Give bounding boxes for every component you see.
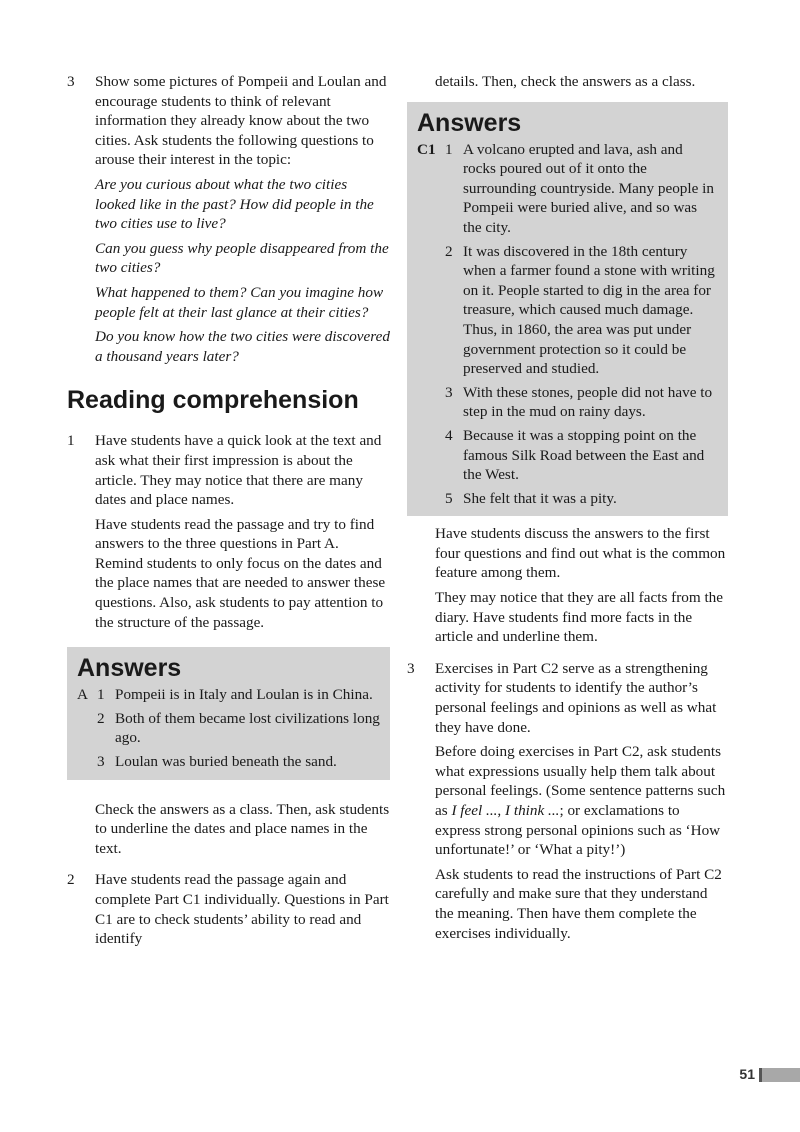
answer-number: 3 <box>97 753 105 771</box>
item-number: 1 <box>67 432 75 450</box>
page-number-bar <box>759 1068 800 1082</box>
answers-box-a <box>67 647 390 779</box>
section-heading: Reading comprehension <box>67 386 359 415</box>
item-paragraph: Ask students to read the instructions of Part C2 carefully and make sure that they understand the meaning. Then have them complete the exercises individually. <box>435 865 722 942</box>
left-column <box>67 72 390 954</box>
item-text: Show some pictures of Pompeii and Loulan and encourage students to think of relevant information they already know about the two cities. Ask students the following questions to arouse their interest in the topic: <box>95 73 387 169</box>
answers-heading: Answers <box>77 654 182 683</box>
item-text: Have students read the passage again and complete Part C1 individually. Questions in Part C1 are to check students’ ability to read and identify <box>95 871 389 948</box>
answers-tag: C1 <box>417 140 436 158</box>
answers-box-c1 <box>407 102 728 517</box>
question-3: What happened to them? Can you imagine how people felt at their last glance at their cities? <box>95 283 384 321</box>
item-number: 2 <box>67 871 75 889</box>
list-item-3 <box>67 72 390 371</box>
answer-number: 5 <box>445 489 453 507</box>
question-4: Do you know how the two cities were discovered a thousand years later? <box>95 328 390 365</box>
question-1: Are you curious about what the two cities looked like in the past? How did people in the two cities use to live? <box>95 175 374 233</box>
answers-heading: Answers <box>417 108 522 137</box>
paragraph: They may notice that they are all facts from the diary. Have students find more facts in the article and underline them. <box>435 589 724 646</box>
paragraph: Check the answers as a class. Then, ask students to underline the dates and place names in the text. <box>95 800 390 857</box>
answers-tag: A <box>77 686 88 704</box>
list-item-2 <box>67 870 390 953</box>
answer-number: 1 <box>97 686 105 704</box>
paragraph: Have students discuss the answers to the first four questions and find out what is the common feature among them. <box>435 525 726 582</box>
answer-number: 1 <box>445 140 453 158</box>
answer-number: 2 <box>445 242 453 260</box>
right-column <box>407 72 728 948</box>
list-item-3-right <box>407 659 728 948</box>
answer-text: With these stones, people did not have to step in the mud on rainy days. <box>463 383 713 421</box>
answer-number: 3 <box>445 383 453 401</box>
answer-text: Because it was a stopping point on the famous Silk Road between the East and the West. <box>463 426 705 484</box>
italic-phrase: I think ... <box>505 802 560 819</box>
continued-paragraph: details. Then, check the answers as a class. <box>435 73 696 90</box>
answer-text: Pompeii is in Italy and Loulan is in China. <box>115 686 373 704</box>
answer-number: 4 <box>445 426 453 444</box>
answer-text: Both of them became lost civilizations long ago. <box>115 709 380 747</box>
item-paragraph: Have students read the passage and try to find answers to the three questions in Part A. Remind students to only focus on the dates and the place names that are needed to answer these questions. Also, ask students to pay attention to the structure of the passage. <box>95 515 386 631</box>
answer-text: Loulan was buried beneath the sand. <box>115 753 337 771</box>
answer-text: A volcano erupted and lava, ash and rocks poured out of it onto the surrounding countryside. Many people in Pompeii were buried alive, and so was the city. <box>463 140 714 236</box>
list-item-1 <box>67 431 390 637</box>
item-paragraph: Have students have a quick look at the text and ask what their first impression is about the article. They may notice that there are many dates and place names. <box>95 432 382 509</box>
item-paragraph: Exercises in Part C2 serve as a strengthening activity for students to identify the author’s personal feelings and opinions as well as what they have done. <box>435 659 717 736</box>
item-paragraph: Before doing exercises in Part C2, ask students what expressions usually help them talk about personal feelings. (Some sentence patterns such as I feel ..., I think ...; or exclamations to express strong personal opinions such as ‘How unfortunate!’ or ‘What a pity!’) <box>435 743 726 859</box>
page-number <box>739 1066 800 1084</box>
page-number-text: 51 <box>739 1066 755 1083</box>
answer-number: 2 <box>97 709 105 727</box>
answer-text: It was discovered in the 18th century when a farmer found a stone with writing on it. People started to dig in the area for treasure, which caused much damage. Thus, in 1860, the area was put under government protection so it could be preserved and studied. <box>463 242 715 378</box>
item-number: 3 <box>67 73 75 90</box>
italic-phrase: I feel ... <box>451 802 498 819</box>
answer-text: She felt that it was a pity. <box>463 489 617 507</box>
item-number: 3 <box>407 659 415 677</box>
question-2: Can you guess why people disappeared from the two cities? <box>95 239 389 277</box>
